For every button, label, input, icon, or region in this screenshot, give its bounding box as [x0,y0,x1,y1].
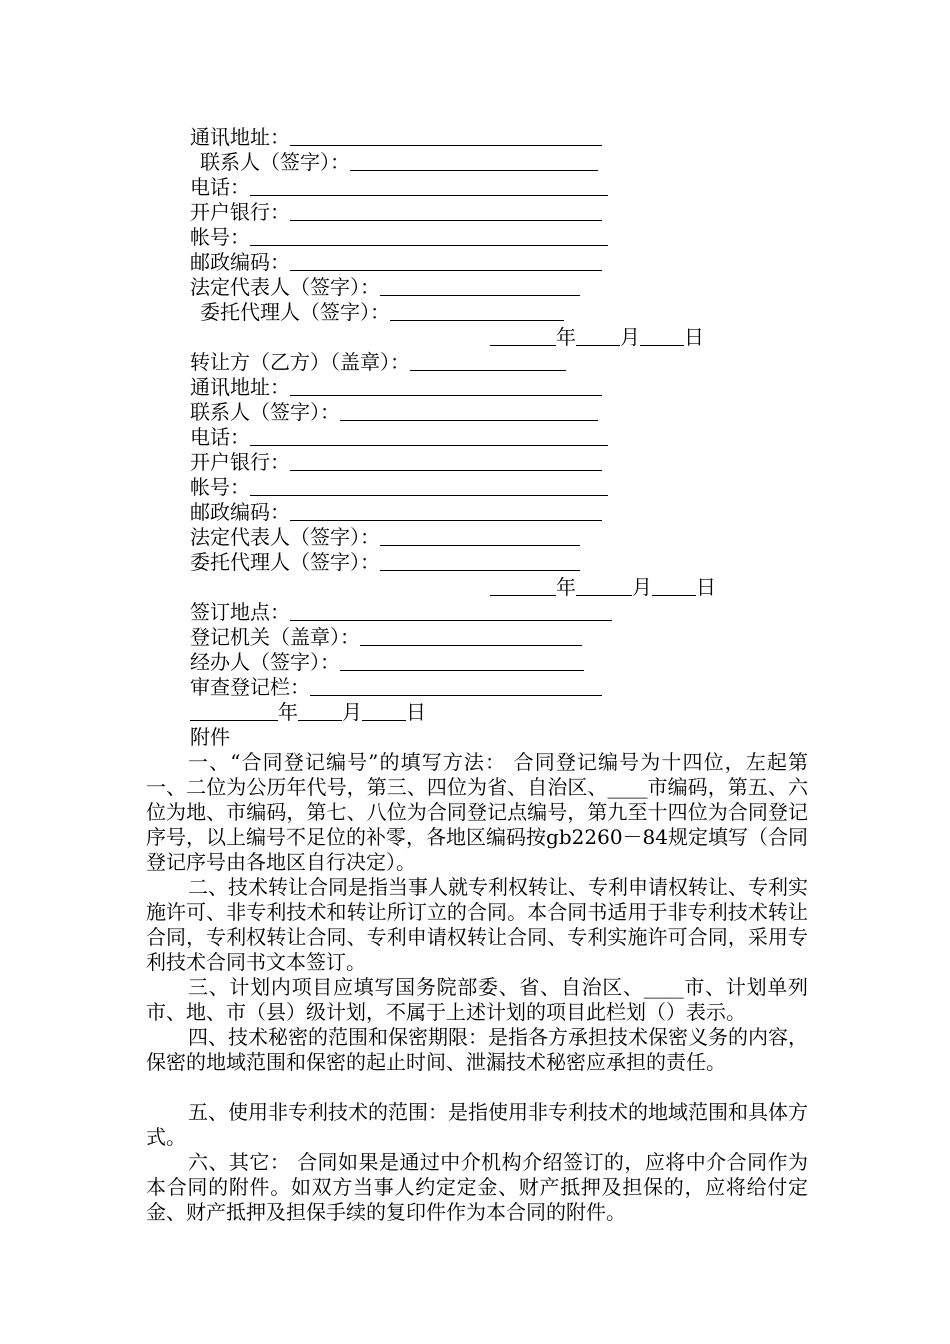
fill-blank[interactable] [310,677,602,696]
field-label: 审查登记栏： [190,675,310,699]
fill-blank[interactable] [250,177,608,196]
appendix-paragraph-5: 五、使用非专利技术的范围：是指使用非专利技术的地域范围和具体方式。 [146,1100,808,1149]
date-line-2 [490,575,716,600]
fill-blank[interactable] [290,202,602,221]
party-a-field-bank [190,200,602,225]
party-b-field-legal-rep [190,525,580,550]
field-label: 经办人（签字）： [190,650,340,674]
fill-blank[interactable] [290,502,602,521]
month-blank[interactable] [298,702,342,721]
field-label: 开户银行： [190,200,290,224]
fill-blank[interactable] [290,452,602,471]
fill-blank[interactable] [250,477,608,496]
month-label: 月 [632,575,652,599]
month-label: 月 [620,325,640,349]
party-b-field-agent [190,550,580,575]
fill-blank[interactable] [380,277,580,296]
field-signing-place [190,600,612,625]
field-review-registration [190,675,602,700]
fill-blank[interactable] [250,427,608,446]
field-label: 委托代理人（签字）： [200,300,390,324]
party-a-field-phone [190,175,608,200]
party-a-field-contact [200,150,598,175]
party-a-field-agent [200,300,564,325]
fill-blank[interactable] [380,552,580,571]
date-line-1 [490,325,704,350]
field-label: 转让方（乙方）（盖章）： [190,350,410,374]
party-b-field-postcode [190,500,602,525]
appendix-paragraph-2: 二、技术转让合同是指当事人就专利权转让、专利申请权转让、专利实施许可、非专利技术和转让所订立的合同。本合同书适用于非专利技术转让合同，专利权转让合同、专利申请权转让合同、专利实施许可合同，采用专利技术合同书文本签订。 [146,875,808,974]
fill-blank[interactable] [290,377,602,396]
fill-blank[interactable] [350,152,598,171]
party-a-field-account [190,225,608,250]
year-blank[interactable] [190,702,278,721]
party-b-field-account [190,475,608,500]
year-blank[interactable] [490,327,556,346]
fill-blank[interactable] [340,402,598,421]
field-label: 帐号： [190,225,250,249]
day-label: 日 [406,700,426,724]
date-line-3 [190,700,426,725]
field-label: 委托代理人（签字）： [190,550,380,574]
day-blank[interactable] [362,702,406,721]
month-blank[interactable] [576,577,632,596]
party-b-field-bank [190,450,602,475]
year-label: 年 [278,700,298,724]
fill-blank[interactable] [380,527,580,546]
day-label: 日 [684,325,704,349]
field-label: 电话： [190,175,250,199]
fill-blank[interactable] [360,627,582,646]
field-label: 帐号： [190,475,250,499]
party-b-field-seal [190,350,566,375]
year-label: 年 [556,325,576,349]
field-label: 通讯地址： [190,375,290,399]
year-blank[interactable] [490,577,556,596]
party-b-field-phone [190,425,608,450]
field-label: 联系人（签字）： [190,400,340,424]
field-label: 联系人（签字）： [200,150,350,174]
field-handler [190,650,584,675]
appendix-paragraph-6: 六、其它： 合同如果是通过中介机构介绍签订的，应将中介合同作为本合同的附件。如双方当事人约定定金、财产抵押及担保的，应将给付定金、财产抵押及担保手续的复印件作为本合同的附件。 [146,1150,808,1224]
year-label: 年 [556,575,576,599]
day-label: 日 [696,575,716,599]
appendix-title: 附件 [190,725,230,749]
fill-blank[interactable] [290,252,602,271]
field-label: 登记机关（盖章）： [190,625,360,649]
appendix-paragraph-1: 一、“合同登记编号”的填写方法： 合同登记编号为十四位，左起第一、二位为公历年代号，第三、四位为省、自治区、____市编码，第五、六位为地、市编码，第七、八位为合同登记点编号，第九至十四位为合同登记序号，以上编号不足位的补零，各地区编码按gb2260－84规定填写（合同登记序号由各地区自行决定）。 [146,750,808,874]
month-blank[interactable] [576,327,620,346]
fill-blank[interactable] [250,227,608,246]
fill-blank[interactable] [290,602,612,621]
appendix-paragraph-4: 四、技术秘密的范围和保密期限：是指各方承担技术保密义务的内容，保密的地域范围和保密的起止时间、泄漏技术秘密应承担的责任。 [146,1025,808,1074]
party-a-field-postcode [190,250,602,275]
party-b-field-address [190,375,602,400]
appendix-paragraph-3: 三、计划内项目应填写国务院部委、省、自治区、____市、计划单列市、地、市（县）级计划，不属于上述计划的项目此栏划（）表示。 [146,975,808,1024]
day-blank[interactable] [640,327,684,346]
field-registration-authority [190,625,582,650]
field-label: 电话： [190,425,250,449]
field-label: 邮政编码： [190,250,290,274]
day-blank[interactable] [652,577,696,596]
field-label: 签订地点： [190,600,290,624]
party-a-field-address [190,125,602,150]
field-label: 邮政编码： [190,500,290,524]
fill-blank[interactable] [410,352,566,371]
field-label: 法定代表人（签字）： [190,525,380,549]
party-a-field-legal-rep [190,275,580,300]
field-label: 开户银行： [190,450,290,474]
month-label: 月 [342,700,362,724]
fill-blank[interactable] [340,652,584,671]
field-label: 法定代表人（签字）： [190,275,380,299]
fill-blank[interactable] [390,302,564,321]
field-label: 通讯地址： [190,125,290,149]
party-b-field-contact [190,400,598,425]
fill-blank[interactable] [290,127,602,146]
